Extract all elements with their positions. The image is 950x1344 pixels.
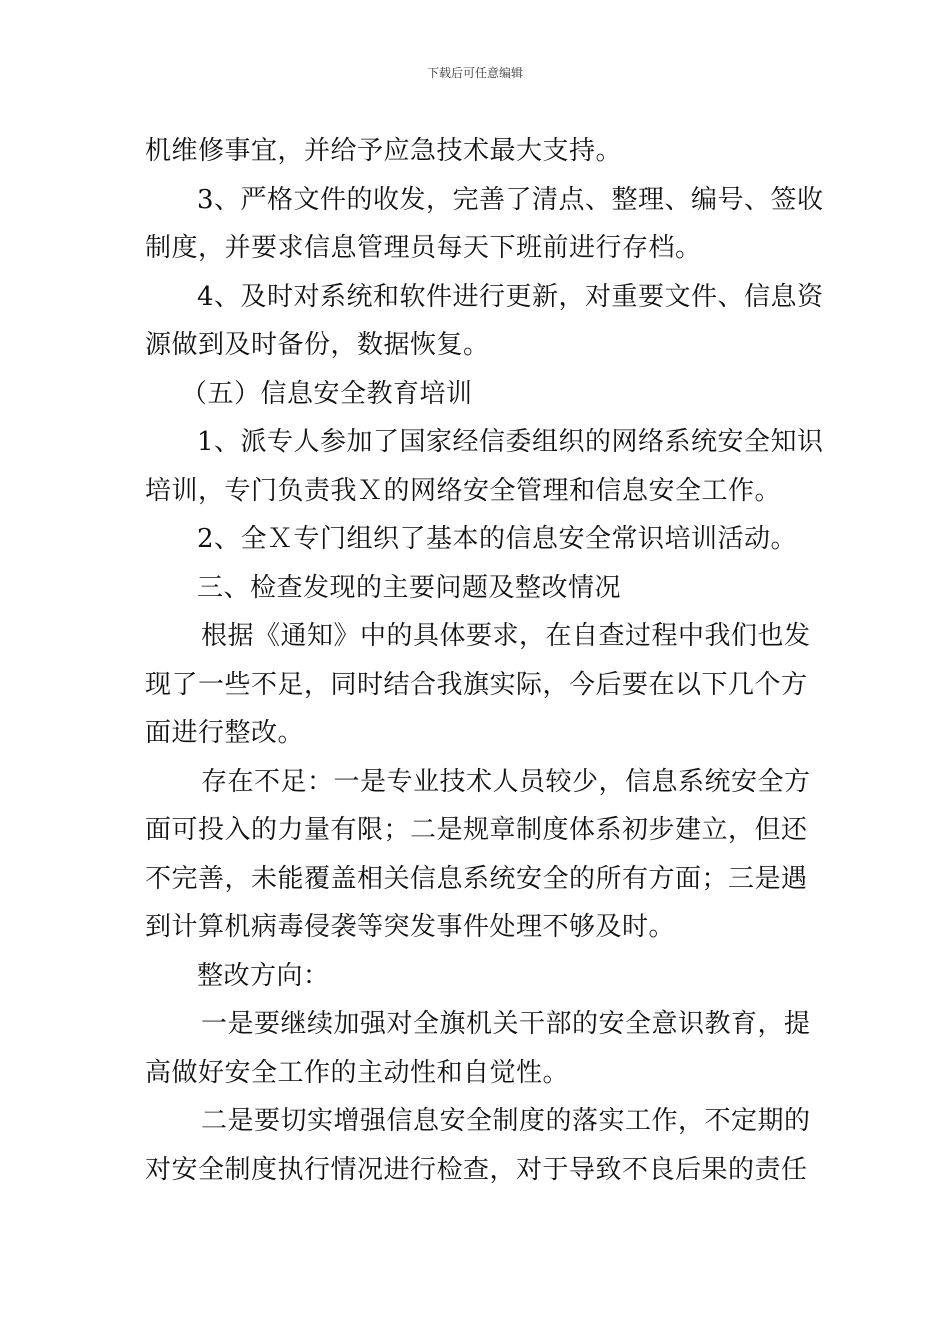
body-line: 现了一些不足，同时结合我旗实际，今后要在以下几个方 (145, 669, 808, 700)
body-line: 到计算机病毒侵袭等突发事件处理不够及时。 (145, 912, 676, 942)
body-line: 1、派专人参加了国家经信委组织的网络系统安全知识 (197, 427, 824, 457)
body-line: 面进行整改。 (145, 718, 305, 748)
body-line: 二是要切实增强信息安全制度的落实工作，不定期的 (201, 1106, 811, 1136)
body-line: 不完善，未能覆盖相关信息系统安全的所有方面；三是遇 (145, 863, 808, 894)
section-heading: （五）信息安全教育培训 (181, 378, 473, 409)
page-header: 下载后可任意编辑 (426, 66, 523, 80)
body-line: 高做好安全工作的主动性和自觉性。 (145, 1057, 570, 1088)
body-line: 制度，并要求信息管理员每天下班前进行存档。 (145, 233, 702, 263)
section-heading: 三、检查发现的主要问题及整改情况 (197, 572, 622, 603)
body-line: 2、全Ｘ专门组织了基本的信息安全常识培训活动。 (197, 524, 798, 554)
body-line: 3、严格文件的收发，完善了清点、整理、编号、签收 (197, 184, 824, 215)
body-line: 存在不足：一是专业技术人员较少，信息系统安全方 (201, 766, 811, 797)
body-line: 机维修事宜，并给予应急技术最大支持。 (145, 136, 623, 166)
body-line: 面可投入的力量有限；二是规章制度体系初步建立，但还 (145, 815, 808, 845)
document-body (145, 127, 824, 1194)
body-line: 对安全制度执行情况进行检查，对于导致不良后果的责任 (145, 1154, 808, 1185)
body-line: 根据《通知》中的具体要求，在自查过程中我们也发 (201, 621, 811, 651)
body-line: 培训，专门负责我Ｘ的网络安全管理和信息安全工作。 (145, 475, 782, 506)
body-line: 整改方向： (197, 960, 330, 991)
body-line: 源做到及时备份，数据恢复。 (145, 330, 490, 360)
body-line: 一是要继续加强对全旗机关干部的安全意识教育，提 (201, 1009, 811, 1039)
body-line: 4、及时对系统和软件进行更新，对重要文件、信息资 (197, 281, 824, 312)
